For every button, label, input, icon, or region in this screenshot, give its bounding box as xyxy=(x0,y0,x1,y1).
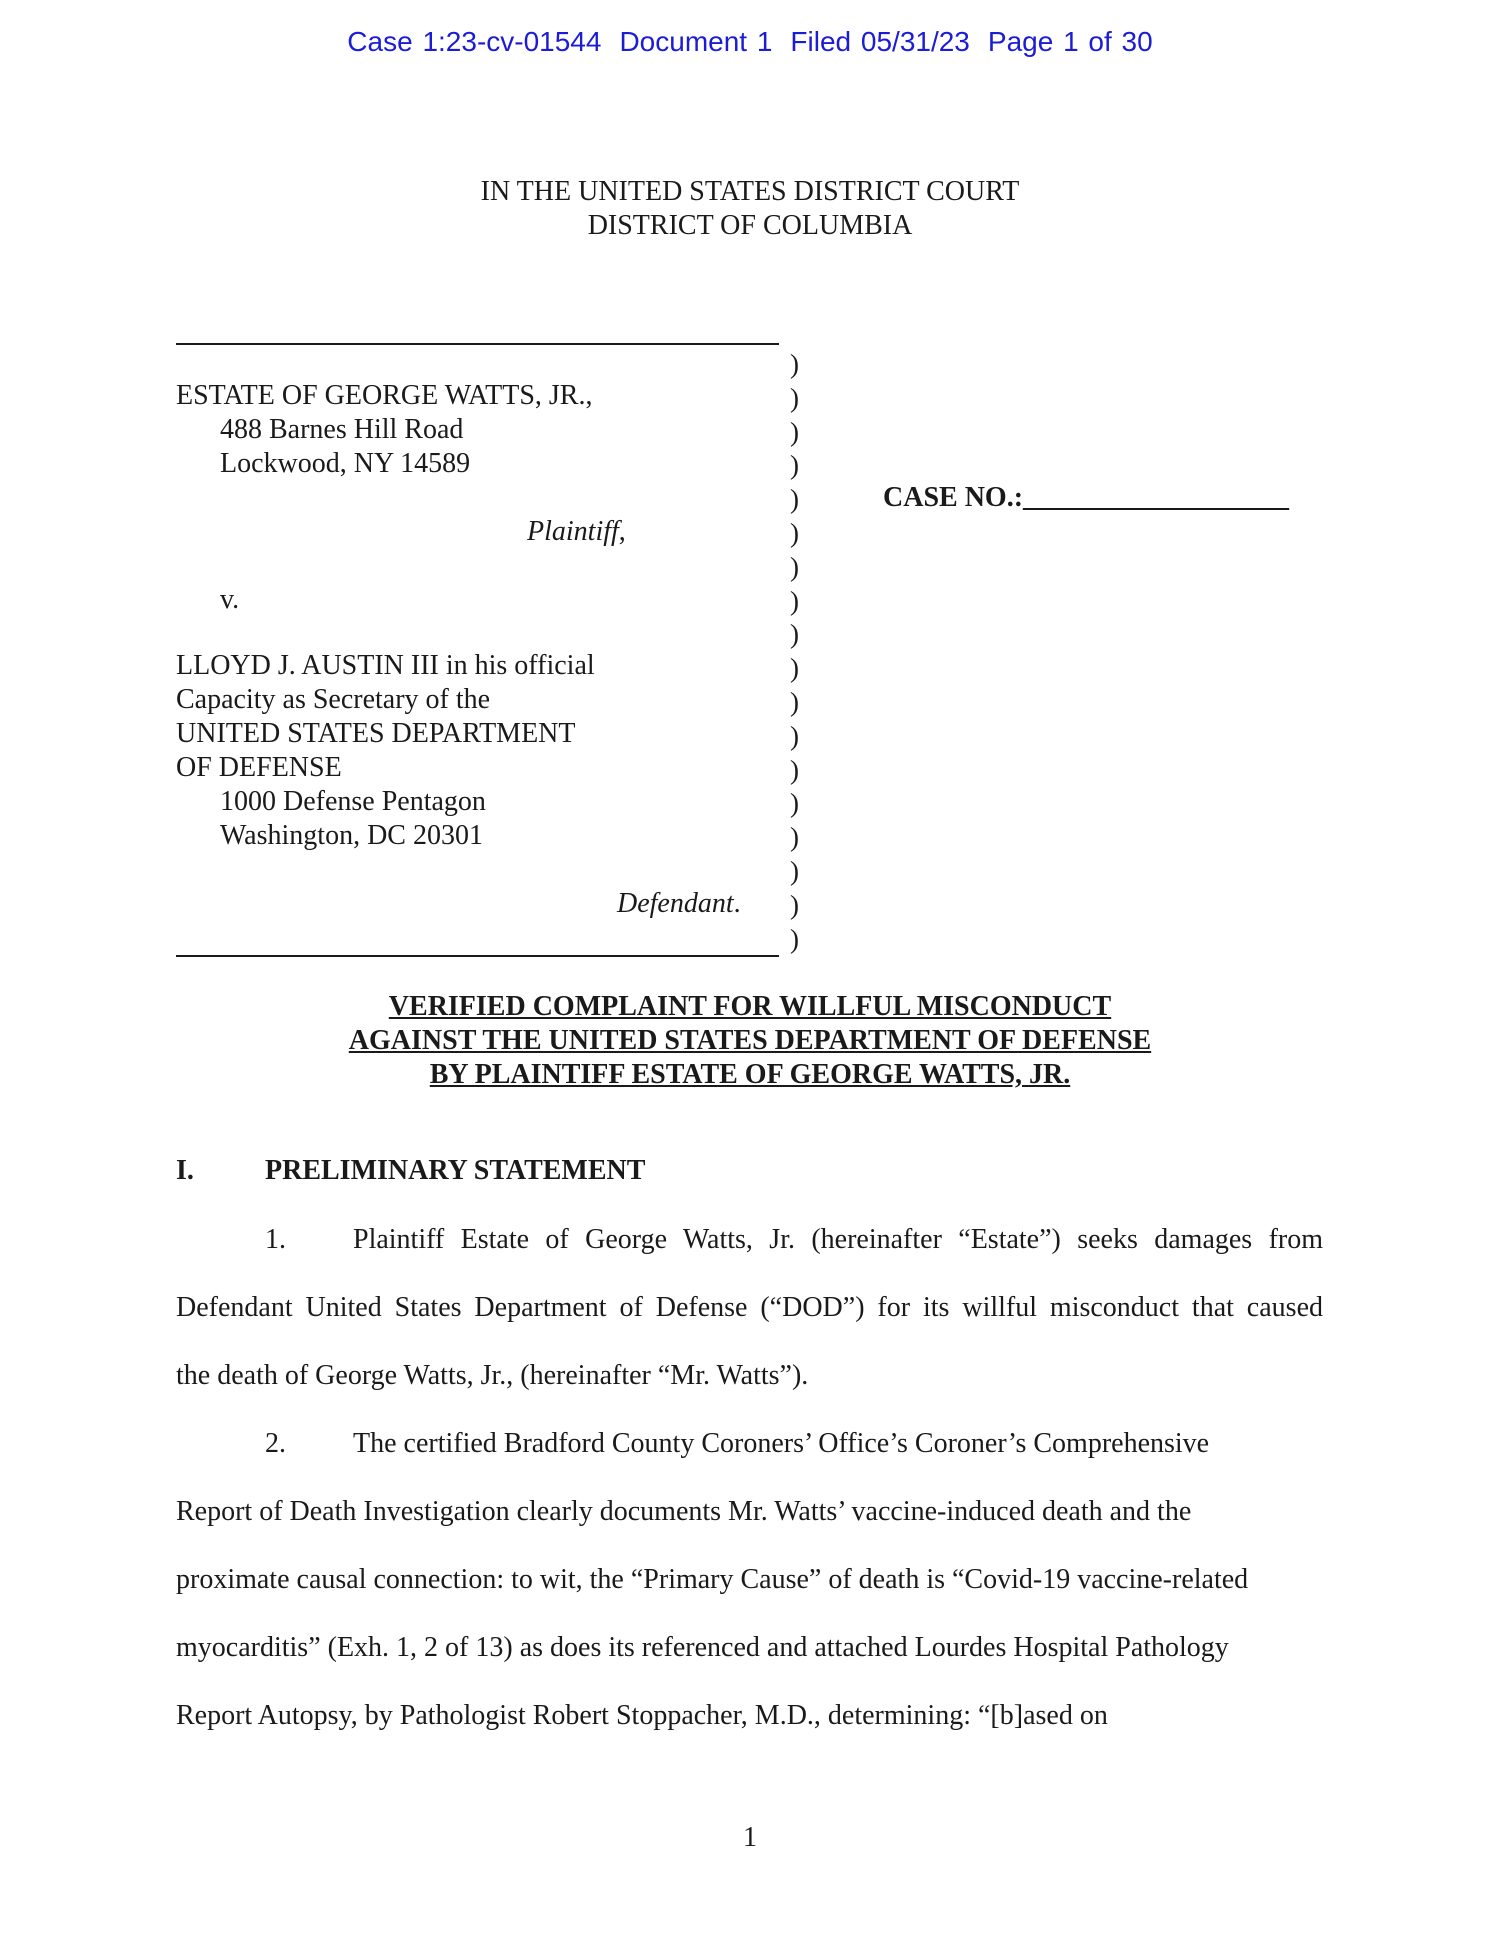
defendant-line1: LLOYD J. AUSTIN III in his official xyxy=(176,650,595,681)
defendant-role: Defendant. xyxy=(617,888,741,919)
defendant-line2: Capacity as Secretary of the xyxy=(176,684,491,715)
defendant-line3: UNITED STATES DEPARTMENT xyxy=(176,718,576,749)
paragraph-1-line3: the death of George Watts, Jr., (hereinafter “Mr. Watts”). xyxy=(176,1360,809,1391)
plaintiff-name: ESTATE OF GEORGE WATTS, JR., xyxy=(176,380,593,411)
defendant-address-line2: Washington, DC 20301 xyxy=(220,820,483,851)
paragraph-2-line2: Report of Death Investigation clearly documents Mr. Watts’ vaccine-induced death and the xyxy=(176,1496,1192,1527)
paragraph-1-number: 1. xyxy=(265,1224,286,1255)
filed-date: Filed 05/31/23 xyxy=(790,26,970,57)
page-indicator: Page 1 of 30 xyxy=(987,26,1153,57)
page-number: 1 xyxy=(743,1822,757,1853)
paragraph-2-line5: Report Autopsy, by Pathologist Robert Stoppacher, M.D., determining: “[b]ased on xyxy=(176,1700,1108,1731)
paragraph-2-line1: The certified Bradford County Coroners’ Office’s Coroner’s Comprehensive xyxy=(353,1428,1210,1459)
plaintiff-role: Plaintiff, xyxy=(527,516,626,547)
caption-top-rule xyxy=(176,343,779,345)
section-number: I. xyxy=(176,1155,194,1186)
court-district: DISTRICT OF COLUMBIA xyxy=(587,210,913,241)
paragraph-1-line1: Plaintiff Estate of George Watts, Jr. (hereinafter “Estate”) seeks damages from xyxy=(353,1224,1323,1255)
ecf-header xyxy=(0,26,1500,58)
defendant-line4: OF DEFENSE xyxy=(176,752,342,783)
caption-parentheses: ) ) ) ) ) ) ) ) ) ) ) ) ) ) ) ) ) ) xyxy=(790,349,799,954)
versus: v. xyxy=(220,584,240,615)
paragraph-2-line3: proximate causal connection: to wit, the “Primary Cause” of death is “Covid-19 vaccine-related xyxy=(176,1564,1249,1595)
case-number: Case 1:23-cv-01544 xyxy=(347,26,602,57)
complaint-title-line1: VERIFIED COMPLAINT FOR WILLFUL MISCONDUCT xyxy=(388,991,1112,1022)
court-name: IN THE UNITED STATES DISTRICT COURT xyxy=(480,176,1020,207)
paragraph-1-line2: Defendant United States Department of Defense (“DOD”) for its willful misconduct that caused xyxy=(176,1292,1323,1323)
complaint-title-line2: AGAINST THE UNITED STATES DEPARTMENT OF DEFENSE xyxy=(348,1025,1152,1056)
defendant-address-line1: 1000 Defense Pentagon xyxy=(220,786,486,817)
document-number: Document 1 xyxy=(619,26,773,57)
paragraph-2-number: 2. xyxy=(265,1428,286,1459)
section-heading: PRELIMINARY STATEMENT xyxy=(265,1155,646,1186)
plaintiff-address-line1: 488 Barnes Hill Road xyxy=(220,414,464,445)
case-number-field: CASE NO.:___________________ xyxy=(883,482,1290,513)
caption-bottom-rule xyxy=(176,955,779,957)
paragraph-2-line4: myocarditis” (Exh. 1, 2 of 13) as does its referenced and attached Lourdes Hospital Pathology xyxy=(176,1632,1229,1663)
complaint-title-line3: BY PLAINTIFF ESTATE OF GEORGE WATTS, JR. xyxy=(429,1059,1071,1090)
plaintiff-address-line2: Lockwood, NY 14589 xyxy=(220,448,471,479)
